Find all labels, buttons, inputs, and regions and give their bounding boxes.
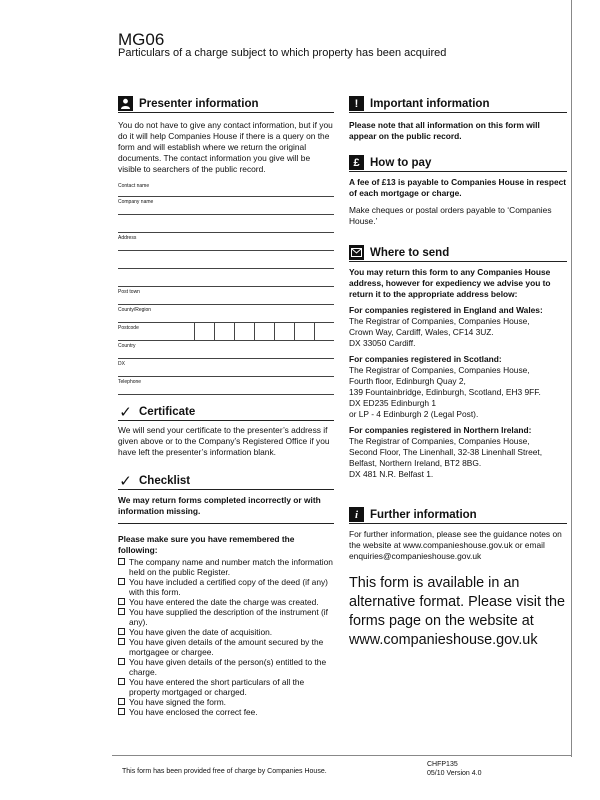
dx-field[interactable]: DX <box>118 359 334 377</box>
presenter-intro: You do not have to give any contact information, but if you do it will help Companies House if there is a query on the form and will establish where we return the original documents. The contact information you give will be visible to searchers of the public record. <box>118 120 333 174</box>
address-line-3[interactable] <box>118 269 334 287</box>
telephone-field[interactable]: Telephone <box>118 377 334 395</box>
checkbox[interactable] <box>118 658 125 665</box>
further-info-heading-text: Further information <box>370 508 477 521</box>
address-line-2[interactable] <box>118 251 334 269</box>
where-to-send-lead: You may return this form to any Companies House address, however for expediency we advise you to return it to the appropriate address below: <box>349 267 551 299</box>
checklist-lead: We may return forms completed incorrectly or with information missing. <box>118 495 334 524</box>
presenter-heading-text: Presenter information <box>139 97 259 110</box>
checkbox[interactable] <box>118 578 125 585</box>
checklist-item[interactable]: The company name and number match the information held on the public Register. <box>118 557 334 577</box>
form-title: Particulars of a charge subject to which property has been acquired <box>118 47 447 59</box>
tick-icon: ✓ <box>119 472 132 490</box>
exclamation-icon: ! <box>349 96 364 111</box>
company-name-line-2[interactable] <box>118 215 334 233</box>
address-block-england: For companies registered in England and Wales: The Registrar of Companies, Companies House, Crown Way, Cardiff, Wales, CF14 3UZ. DX 33050 Cardiff. <box>349 305 543 348</box>
checkbox[interactable] <box>118 708 125 715</box>
address-block-scotland: For companies registered in Scotland: The Registrar of Companies, Companies House, Fourth floor, Edinburgh Quay 2, 139 Fountainbridge, Edinburgh, Scotland, EH3 9FF. DX ED235 Edinburgh 1 or LP - 4 Edinburgh 2 (Legal Post). <box>349 354 541 419</box>
alternative-format-notice: This form is available in an alternative format. Please visit the forms page on the website at www.companieshouse.gov.uk <box>349 575 565 648</box>
checklist-item[interactable]: You have entered the short particulars of all the property mortgaged or charged. <box>118 677 334 697</box>
envelope-icon <box>349 245 364 260</box>
checklist-item[interactable]: You have signed the form. <box>118 697 334 707</box>
checklist-item[interactable]: You have enclosed the correct fee. <box>118 707 334 717</box>
checkbox[interactable] <box>118 628 125 635</box>
checkbox[interactable] <box>118 598 125 605</box>
certificate-text: We will send your certificate to the presenter’s address if given above or to the Company’s Registered Office if you have left the presenter’s information blank. <box>118 425 330 457</box>
right-column <box>349 95 567 650</box>
footer-version: 05/10 Version 4.0 <box>427 770 482 777</box>
company-name-field[interactable]: Company name <box>118 197 334 215</box>
checkbox[interactable] <box>118 558 125 565</box>
footer-chfp: CHFP135 <box>427 761 458 768</box>
important-heading <box>349 95 567 113</box>
checklist-heading-text: Checklist <box>139 474 191 487</box>
further-info-text: For further information, please see the guidance notes on the website at www.companieshouse.gov.uk or email enquiries@companieshouse.gov.uk <box>349 529 562 561</box>
certificate-heading-text: Certificate <box>139 405 196 418</box>
address-field[interactable]: Address <box>118 233 334 251</box>
presenter-fields <box>118 181 334 395</box>
checklist-item[interactable]: You have given details of the person(s) entitled to the charge. <box>118 657 334 677</box>
where-to-send-heading <box>349 244 567 262</box>
how-to-pay-heading <box>349 154 567 172</box>
person-icon <box>118 96 133 111</box>
checklist-item[interactable]: You have entered the date the charge was created. <box>118 597 334 607</box>
checklist-items <box>118 557 334 717</box>
postcode-cells <box>194 323 334 341</box>
postcode-field[interactable]: Postcode <box>118 323 334 341</box>
footer-free-text: This form has been provided free of charge by Companies House. <box>122 768 327 775</box>
presenter-heading <box>118 95 334 113</box>
county-field[interactable]: County/Region <box>118 305 334 323</box>
tick-icon: ✓ <box>119 403 132 421</box>
post-town-field[interactable]: Post town <box>118 287 334 305</box>
left-column <box>118 95 334 717</box>
checklist-sub-lead: Please make sure you have remembered the following: <box>118 534 295 555</box>
certificate-heading <box>118 403 334 421</box>
checklist-item[interactable]: You have included a certified copy of the deed (if any) with this form. <box>118 577 334 597</box>
country-field[interactable]: Country <box>118 341 334 359</box>
contact-name-field[interactable]: Contact name <box>118 181 334 197</box>
checkbox[interactable] <box>118 698 125 705</box>
fee-text: A fee of £13 is payable to Companies House in respect of each mortgage or charge. <box>349 177 567 198</box>
form-code: MG06 <box>118 30 165 49</box>
info-icon: i <box>349 507 364 522</box>
checklist-item[interactable]: You have given details of the amount secured by the mortgagee or chargee. <box>118 637 334 657</box>
pound-icon: £ <box>349 155 364 170</box>
where-to-send-heading-text: Where to send <box>370 246 450 259</box>
checkbox[interactable] <box>118 608 125 615</box>
checkbox[interactable] <box>118 678 125 685</box>
checklist-heading <box>118 472 334 490</box>
checklist-item[interactable]: You have supplied the description of the instrument (if any). <box>118 607 334 627</box>
checklist-item[interactable]: You have given the date of acquisition. <box>118 627 334 637</box>
important-heading-text: Important information <box>370 97 490 110</box>
address-block-northern-ireland: For companies registered in Northern Ireland: The Registrar of Companies, Companies House, Second Floor, The Linenhall, 32-38 Linenhall Street, Belfast, Northern Ireland, BT2 8BG. DX 481 N.R. Belfast 1. <box>349 425 543 479</box>
important-text: Please note that all information on this form will appear on the public record. <box>349 120 540 141</box>
how-to-pay-heading-text: How to pay <box>370 156 432 169</box>
checkbox[interactable] <box>118 638 125 645</box>
payable-text: Make cheques or postal orders payable to ‘Companies House.’ <box>349 205 552 226</box>
further-info-heading <box>349 506 567 524</box>
footer-rule <box>112 755 572 756</box>
